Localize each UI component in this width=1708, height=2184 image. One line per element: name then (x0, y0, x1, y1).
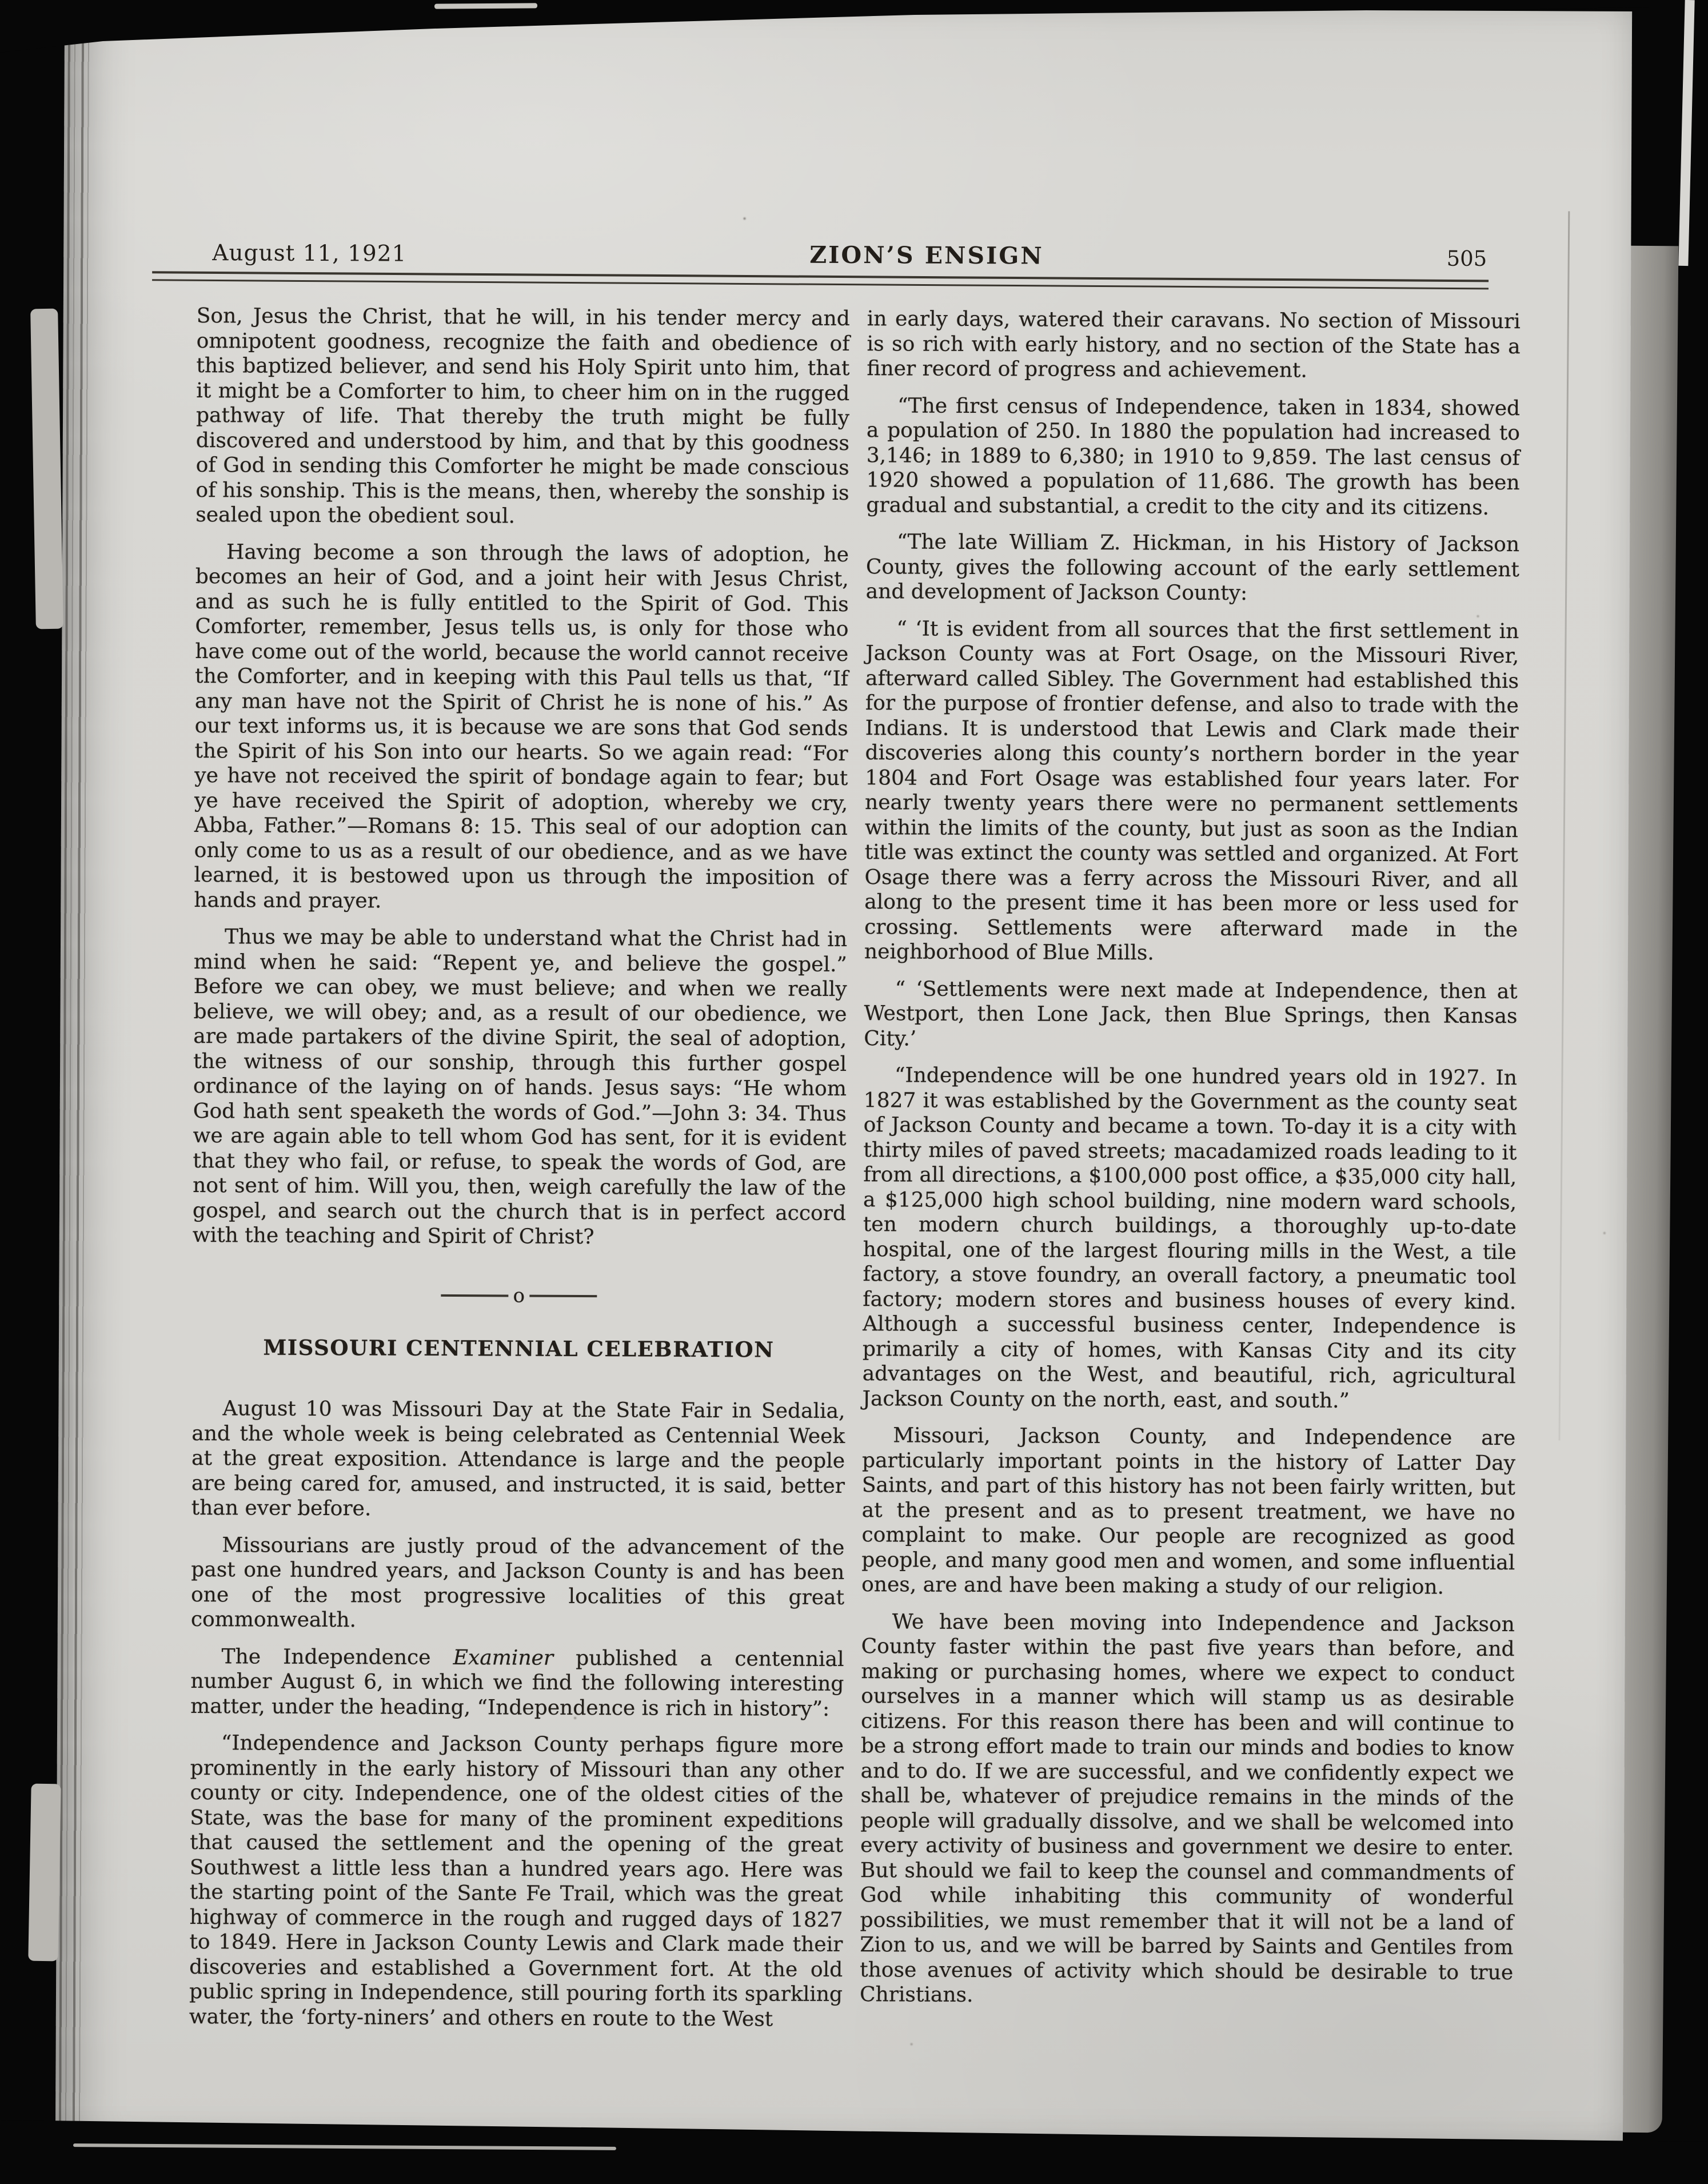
header-double-rule (152, 271, 1488, 289)
paragraph (866, 393, 1520, 520)
paper-sheet (55, 5, 1632, 2153)
binding-tear-tab (28, 1784, 61, 1962)
text-segment: We have been moving into Independence and Jackson County faster within the past five years than before, and making or purchasing homes, where we expect to conduct ourselves in a manner which will stamp us as desirable citizens. For this reason there has been and will continue to be a strong effort made to train our minds and bodies to know and to do. If we are successful, and we confidently expect we shall be, whatever of prejudice remains in the minds of the people will gradually dissolve, and we shall be welcomed into every activity of business and government we desire to enter. But should we fail to keep the counsel and commandments of God while inhabiting this community of wonderful possibilities, we must remember that it will not be a land of Zion to us, and we will be barred by Saints and Gentiles from those avenues of activity which should be desirable to true Christians. (859, 1609, 1515, 2007)
paragraph (867, 306, 1521, 384)
paragraph (864, 977, 1518, 1054)
text-segment: Son, Jesus the Christ, that he will, in his tender mercy and omnipotent goodness, recognize the faith and obedience of this baptized believer, and send his Holy Spirit unto him, that it might be a Comforter to him, to cheer him on in the rugged pathway of life. That thereby the truth might be fully discovered and understood by him, and that by this goodness of God in sending this Comforter he might be made conscious of his sonship. This is the means, then, whereby the sonship is sealed upon the obedient soul. (195, 304, 850, 528)
paragraph (862, 1063, 1517, 1414)
paragraph (864, 616, 1519, 967)
publication-title: ZION’S ENSIGN (809, 241, 1044, 270)
text-segment: Thus we may be able to understand what the Christ had in mind when he said: “Repent ye, and believe the gospel.” Before we can obey, we must believe; and when we really believe, we will obey; and, as a result of our obedience, we are made partakers of the divine Spirit, the seal of adoption, the witness of our sonship, through this further gospel ordinance of the laying on of hands. Jesus says: “He whom God hath sent speaketh the words of God.”—John 3: 34. Thus we are again able to tell whom God has sent, for it is evident that they who fail, or refuse, to speak the words of God, are not sent of him. Will you, then, weigh carefully the law of the gospel, and search out the church that is in perfect accord with the teaching and Spirit of Christ? (192, 925, 848, 1249)
text-segment: Missourians are justly proud of the advancement of the past one hundred years, and Jackson County is and has been one of the most progressive localities of this great commonwealth. (190, 1533, 845, 1632)
text-segment: published a centennial number August 6, in which we find the following interesting matter, under the heading, “Independence is rich in history”: (190, 1646, 844, 1721)
binding-tear-tab (30, 309, 63, 629)
text-segment: “The late William Z. Hickman, in his History of Jackson County, gives the following account of the early settlement and development of Jackson County: (865, 530, 1520, 605)
paragraph (860, 1609, 1515, 2010)
page-number: 505 (1446, 246, 1487, 271)
printed-area (55, 5, 1632, 2153)
divider-ornament: o (513, 1284, 525, 1308)
text-segment: “ ‘Settlements were next made at Independence, then at Westport, then Lone Jack, then Blue Springs, then Kansas City.’ (864, 977, 1518, 1051)
text-segment: “Independence will be one hundred years old in 1927. In 1827 it was established by the Government as the county seat of Jackson County and became a town. To-day it is a city with thirty miles of paved streets; macadamized roads leading to it from all directions, a $100,000 post office, a $35,000 city hall, a $125,000 high school building, nine modern ward schools, ten modern church buildings, a thoroughly up-to-date hospital, one of the largest flouring mills in the West, a tile factory, a stove foundry, an overall factory, a pneumatic tool factory; modern stores and business houses of every kind. Although a successful business center, Independence is primarily a city of homes, with Kansas City and its city advantages on the West, and beautiful, rich, agricultural Jackson County on the north, east, and south.” (862, 1063, 1518, 1413)
paragraph (190, 1644, 844, 1721)
paragraph (193, 924, 847, 1250)
article-heading: MISSOURI CENTENNIAL CELEBRATION (263, 1334, 775, 1362)
section-divider (192, 1286, 845, 1306)
paragraph (191, 1533, 845, 1635)
text-segment: Examiner (453, 1645, 554, 1670)
divider-line (529, 1294, 597, 1297)
text-segment: “Independence and Jackson County perhaps figure more prominently in the early history of Missouri than any other county or city. Independence, one of the oldest cities of the State, was the base for many of the prominent expeditions that caused the settlement and the opening of the great Southwest a little less than a hundred years ago. Here was the starting point of the Sante Fe Trail, which was the great highway of commerce in the rough and rugged days of 1827 to 1849. Here in Jackson County Lewis and Clark made their discoveries and established a Government fort. At the old public spring in Independence, still pouring forth its sparkling water, the ‘forty-niners’ and others en route to the West (189, 1731, 844, 2031)
text-segment: August 10 was Missouri Day at the State Fair in Sedalia, and the whole week is being celebrated as Centennial Week at the great exposition. Attendance is large and the people are being cared for, amused, and instructed, it is said, better than ever before. (191, 1397, 845, 1521)
paragraph (195, 304, 850, 530)
page-edge-sliver-top (434, 3, 537, 9)
column-right (860, 306, 1521, 2047)
article-columns (189, 304, 1521, 2047)
paragraph (861, 1423, 1515, 1600)
paragraph (194, 540, 849, 915)
masthead (155, 233, 1487, 272)
text-segment: The Independence (221, 1644, 453, 1669)
text-segment: in early days, watered their caravans. No section of Missouri is so rich with early history, and no section of the State has a finer record of progress and achievement. (867, 307, 1521, 382)
paragraph (191, 1396, 845, 1523)
text-segment: Missouri, Jackson County, and Independence are particularly important points in the history of Latter Day Saints, and part of this history has not been fairly written, but at the present and as to present treatment, we have no complaint to make. Our people are recognized as good people, and many good men and women, and some influential ones, are and have been making a study of our religion. (861, 1424, 1516, 1599)
page-edge-sliver-right (1678, 0, 1694, 266)
column-left (189, 304, 850, 2044)
text-segment: “ ‘It is evident from all sources that the first settlement in Jackson County was at Fort Osage, on the Missouri River, afterward called Sibley. The Government had established this for the purpose of frontier defense, and also to trade with the Indians. It is understood that Lewis and Clark made their discoveries along this county’s northern border in the year 1804 and Fort Osage was established four years later. For nearly twenty years there were no permanent settlements within the limits of the county, but just as soon as the Indian title was extinct the county was settled and organized. At Fort Osage there was a ferry across the Missouri River, and all along to the present time it has been more or less used for crossing. Settlements were afterward made in the neighborhood of Blue Mills. (864, 616, 1519, 965)
paragraph (866, 529, 1520, 607)
text-segment: Having become a son through the laws of adoption, he becomes an heir of God, and a joint heir with Jesus Christ, and as such he is fully entitled to the Spirit of God. This Comforter, remember, Jesus tells us, is only for those who have come out of the world, because the world cannot receive the Comforter, and in keeping with this Paul tells us that, “If any man have not the Spirit of Christ he is none of his.” As our text informs us, it is because we are sons that God sends the Spirit of his Son into our hearts. So we again read: “For ye have not received the spirit of bondage again to fear; but ye have received the Spirit of adoption, whereby we cry, Abba, Father.”—Romans 8: 15. This seal of our adoption can only come to us as a result of our obedience, and as we have learned, it is bestowed upon us through the imposition of hands and prayer. (194, 540, 849, 912)
text-segment: “The first census of Independence, taken in 1834, showed a population of 250. In 1880 the population had increased to 3,146; in 1889 to 6,380; in 1910 to 9,859. The last census of 1920 showed a population of 11,686. The growth has been gradual and substantial, a credit to the city and its citizens. (866, 393, 1521, 520)
issue-date: August 11, 1921 (212, 240, 407, 267)
divider-line (441, 1294, 509, 1297)
paragraph (189, 1731, 844, 2032)
